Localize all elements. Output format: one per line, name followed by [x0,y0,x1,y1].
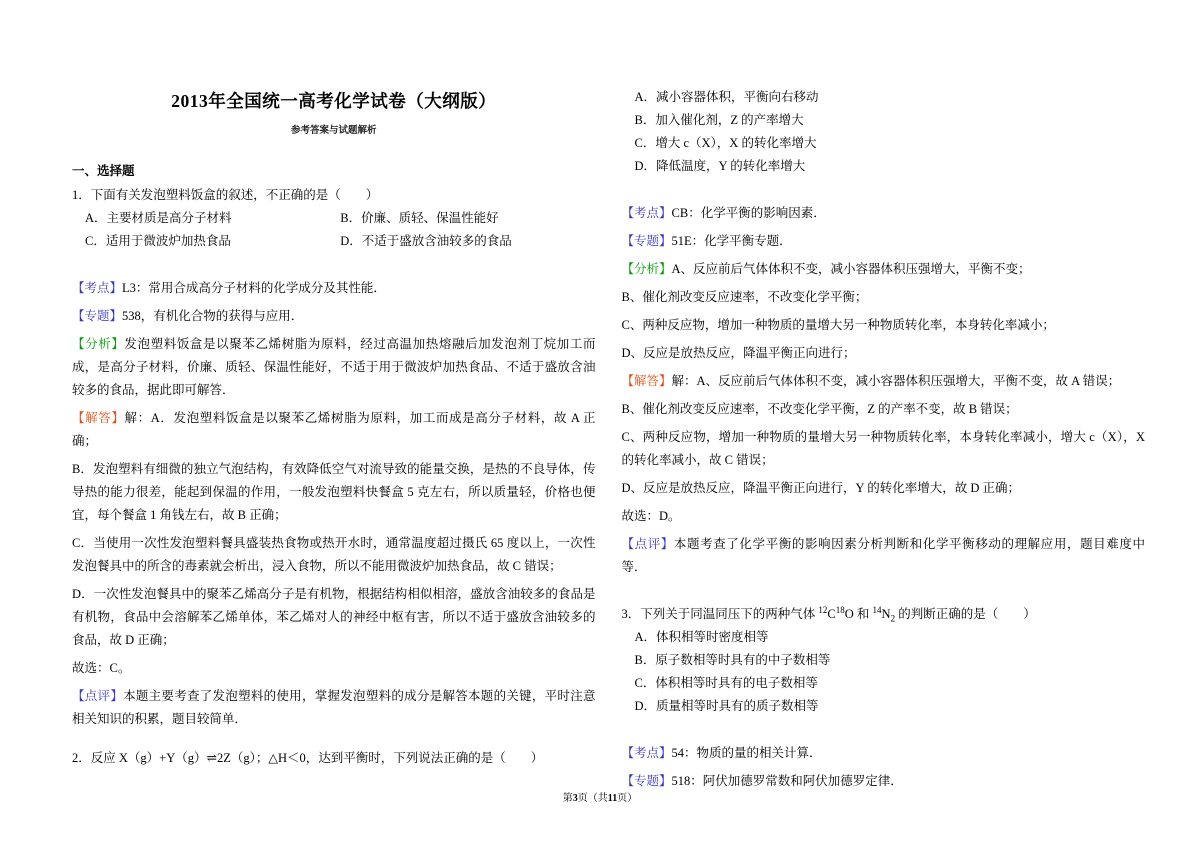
q1-dianping-text: 本题主要考查了发泡塑料的使用，掌握发泡塑料的成分是解答本题的关键，平时注意相关知识的积累，题目较简单． [72,689,596,726]
q3-element-o: O [844,607,854,621]
q3-stem-prefix: 3．下列关于同温同压下的两种气体 [621,607,819,621]
q3-subscript-2: 2 [890,613,896,624]
section-header-multiple-choice: 一、选择题 [72,164,135,178]
q1-option-d: D．不适于盛放含油较多的食品 [340,234,512,248]
q1-stem: 1．下面有关发泡塑料饭盒的叙述，不正确的是（ ） [72,188,379,202]
q1-answer-line: 故选：C。 [72,661,131,675]
q3-element-c: C [827,607,836,621]
q2-option-d: D．降低温度，Y 的转化率增大 [634,159,806,173]
q1-jieda-line-b: B．发泡塑料有细微的独立气泡结构，有效降低空气对流导致的能量交换，是热的不良导体，传导热的能力很差，能起到保温的作用，一般发泡塑料快餐盒 5 克左右，所以质量轻，价格也便宜，每个餐盒 1 角钱左右，故 B 正确； [72,462,596,522]
answer-key-subtitle: 参考答案与试题解析 [290,126,377,136]
q1-jieda-line-c: C．当使用一次性发泡塑料餐具盛装热食物或热开水时，通常温度超过摄氏 65 度以上，一次性发泡餐具中的所含的毒素就会析出，浸入食物，所以不能用微波炉加热食品，故 C 错误； [72,536,596,573]
q2-option-b: B．加入催化剂，Z 的产率增大 [634,113,804,127]
footer-middle: 页（共 [577,793,608,804]
q1-kaodian-text: L3：常用合成高分子材料的化学成分及其性能． [122,281,386,295]
q2-fenxi-block [622,258,1146,281]
footer-total-pages: 11 [607,793,618,804]
footer-prefix: 第 [562,793,573,804]
q2-jieda-block [622,370,1146,393]
q1-dianping-block [72,685,596,731]
q2-jieda-line-c: C、两种反应物，增加一种物质的量增大另一种物质转化率，本身转化率减小，增大 c（X），X 的转化率减小，故 C 错误； [621,430,1145,467]
zhuanti-label: 【专题】 [621,774,672,788]
q3-conjunction: 和 [853,607,873,621]
q2-jieda-line-a: 解：A、反应前后气体体积不变，减小容器体积压强增大，平衡不变，故 A 错误； [671,374,1121,388]
q1-jieda-line-a: 解：A．发泡塑料饭盒是以聚苯乙烯树脂为原料，加工而成是高分子材料，故 A 正确； [72,411,596,448]
q2-option-a: A．减小容器体积，平衡向右移动 [634,90,819,104]
q3-zhuanti-text: 518：阿伏加德罗常数和阿伏加德罗定律． [671,774,903,788]
q1-option-b: B．价廉、质轻、保温性能好 [340,211,499,225]
q3-element-n: N [881,607,891,621]
q2-kaodian-block [622,202,1146,225]
q2-jieda-line-b: B、催化剂改变反应速率，不改变化学平衡，Z 的产率不变，故 B 错误； [621,402,1018,416]
footer-page-number: 3 [572,793,578,804]
q3-option-d: D．质量相等时具有的质子数相等 [634,699,819,713]
q1-zhuanti-block [72,305,596,328]
kaodian-label: 【考点】 [72,281,123,295]
zhuanti-label: 【专题】 [621,234,672,248]
fenxi-label: 【分析】 [72,337,125,351]
q1-zhuanti-text: 538，有机化合物的获得与应用． [122,309,304,323]
jieda-label: 【解答】 [621,374,672,388]
q1-option-c: C．适用于微波炉加热食品 [85,234,231,248]
q2-zhuanti-block [622,230,1146,253]
q3-kaodian-block [622,742,1146,765]
left-column [72,0,596,793]
exam-title: 2013年全国统一高考化学试卷（大纲版） [171,91,497,111]
dianping-label: 【点评】 [72,689,124,703]
q2-fenxi-line-d: D、反应是放热反应，降温平衡正向进行； [621,346,856,360]
zhuanti-label: 【专题】 [72,309,123,323]
q1-option-a: A．主要材质是高分子材料 [85,211,232,225]
q3-mass-number-14: 14 [872,604,882,615]
q3-option-b: B．原子数相等时具有的中子数相等 [634,653,831,667]
q3-options [622,626,1146,718]
q2-zhuanti-text: 51E：化学平衡专题． [671,234,792,248]
q2-dianping-block [622,533,1146,579]
footer-suffix: 页） [617,793,638,804]
q2-stem: 2．反应 X（g）+Y（g）⇌2Z（g）；△H＜0，达到平衡时，下列说法正确的是（ ） [72,751,544,765]
jieda-label: 【解答】 [72,411,125,425]
q3-mass-number-12: 12 [818,604,828,615]
q2-dianping-text: 本题考查了化学平衡的影响因素分析判断和化学平衡移动的理解应用，题目难度中等． [621,537,1145,574]
right-column [622,0,1146,793]
q2-option-c: C．增大 c（X），X 的转化率增大 [634,136,817,150]
kaodian-label: 【考点】 [621,206,672,220]
q1-kaodian-block [72,277,596,300]
q3-option-c: C．体积相等时具有的电子数相等 [634,676,818,690]
q3-mass-number-18: 18 [835,604,845,615]
q1-jieda-block [72,407,596,453]
q2-answer-line: 故选：D。 [621,509,681,523]
q2-fenxi-line-a: A、反应前后气体体积不变，减小容器体积压强增大，平衡不变； [671,262,1031,276]
q1-fenxi-block [72,333,596,402]
q1-options [72,207,596,253]
q1-jieda-line-d: D．一次性发泡餐具中的聚苯乙烯高分子是有机物，根据结构相似相溶，盛放含油较多的食品是有机物，食品中会溶解苯乙烯单体，苯乙烯对人的神经中枢有害，所以不适于盛放含油较多的食品，故 D 正确； [72,587,596,647]
q3-stem-suffix: 的判断正确的是（ ） [895,607,1036,621]
fenxi-label: 【分析】 [621,262,672,276]
q1-fenxi-text: 发泡塑料饭盒是以聚苯乙烯树脂为原料，经过高温加热熔融后加发泡剂丁烷加工而成，是高分子材料，价廉、质轻、保温性能好，不适于用于微波炉加热食品、不适于盛放含油较多的食品，据此即可解答． [72,337,596,397]
dianping-label: 【点评】 [621,537,674,551]
q2-fenxi-line-c: C、两种反应物，增加一种物质的量增大另一种物质转化率，本身转化率减小； [621,318,1055,332]
q2-jieda-line-d: D、反应是放热反应，降温平衡正向进行，Y 的转化率增大，故 D 正确； [621,481,1020,495]
kaodian-label: 【考点】 [621,746,672,760]
q2-fenxi-line-b: B、催化剂改变反应速率，不改变化学平衡； [621,290,868,304]
q2-kaodian-text: CB：化学平衡的影响因素． [671,206,826,220]
q3-stem [622,603,1146,626]
q2-options [622,86,1146,178]
page-footer [0,789,1200,804]
q3-kaodian-text: 54：物质的量的相关计算． [671,746,822,760]
q3-option-a: A．体积相等时密度相等 [634,630,769,644]
